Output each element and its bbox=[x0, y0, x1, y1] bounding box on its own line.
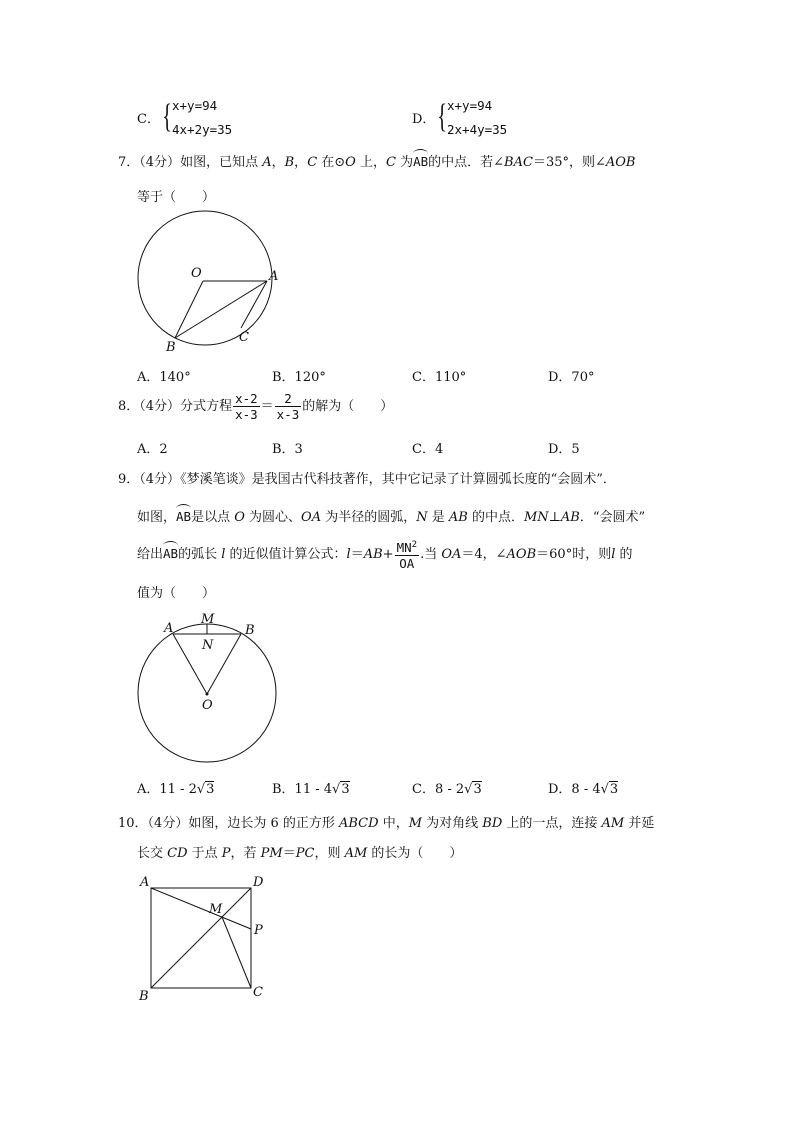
text: ＝35°，则∠ bbox=[532, 155, 606, 170]
q8-option-b[interactable]: B．3 bbox=[272, 442, 303, 457]
segment-pm: PM bbox=[260, 846, 283, 861]
option-label: D． bbox=[412, 112, 436, 127]
question-number: 7． bbox=[118, 155, 140, 170]
equals: ＝ bbox=[260, 399, 274, 414]
sqrt-icon: √ bbox=[196, 782, 206, 797]
var-l: l bbox=[346, 547, 351, 563]
q10-stem-line1 bbox=[118, 812, 654, 831]
fraction-right bbox=[275, 391, 302, 422]
q8-stem bbox=[118, 391, 393, 422]
q9-stem-line1 bbox=[118, 468, 616, 487]
segment-ab: AB bbox=[363, 547, 383, 563]
denominator: OA bbox=[399, 556, 415, 572]
sqrt-icon: √ bbox=[464, 782, 473, 797]
text: 的中点． bbox=[467, 510, 524, 525]
segment-pc: PC bbox=[295, 846, 315, 861]
text: ＝ bbox=[282, 846, 296, 861]
text: ＝ bbox=[350, 547, 364, 563]
text: 长交 bbox=[137, 846, 168, 861]
q9-option-d[interactable] bbox=[548, 778, 618, 797]
text: 为半径的圆弧， bbox=[321, 510, 417, 525]
label-n: N bbox=[202, 638, 214, 653]
label-o: O bbox=[202, 698, 213, 713]
text: 《梦溪笔谈》是我国古代科技著作，其中它记录了计算圆弧长度的“会圆术”． bbox=[180, 472, 616, 487]
text: ，则 bbox=[314, 846, 345, 861]
label-a: A bbox=[140, 875, 150, 890]
q8-option-d[interactable]: D．5 bbox=[548, 442, 580, 457]
point-a: A bbox=[262, 155, 272, 170]
text: ＝4，∠ bbox=[461, 547, 507, 563]
text: ， bbox=[271, 155, 285, 170]
q9-stem-line4: 值为（ ） bbox=[137, 586, 216, 601]
point-o bbox=[206, 693, 209, 696]
option-text: B．11 - 4 bbox=[272, 782, 333, 797]
label-c: C bbox=[253, 985, 263, 1000]
score: （4分） bbox=[139, 155, 181, 170]
text: ＝60°时，则 bbox=[536, 547, 612, 563]
sqrt-icon: √ bbox=[332, 782, 341, 797]
label-o: O bbox=[191, 266, 202, 281]
q9-option-c[interactable] bbox=[412, 778, 482, 797]
q9-stem-line2 bbox=[137, 506, 645, 525]
text: 的 bbox=[615, 547, 633, 563]
q7-stem-line2: 等于（ ） bbox=[137, 190, 216, 205]
label-a: A bbox=[164, 621, 174, 636]
point-p: P bbox=[221, 846, 231, 861]
text: ．“会圆术” bbox=[579, 510, 646, 525]
q7-option-d[interactable]: D．70° bbox=[548, 370, 595, 385]
angle-aob: AOB bbox=[506, 547, 537, 563]
q10-figure-square bbox=[135, 872, 275, 1012]
text: 于点 bbox=[187, 846, 222, 861]
label-b: B bbox=[245, 623, 255, 638]
q7-figure-circle bbox=[135, 208, 279, 355]
label-m: M bbox=[209, 902, 223, 917]
text: 的长为（ ） bbox=[367, 846, 463, 861]
angle-aob: AOB bbox=[605, 155, 636, 170]
text: 为 bbox=[395, 155, 414, 170]
square-abcd: ABCD bbox=[339, 816, 379, 831]
q10-stem-line2 bbox=[137, 842, 462, 861]
text: 上的一点，连接 bbox=[502, 816, 602, 831]
score: （4分） bbox=[139, 472, 181, 487]
text: 并延 bbox=[624, 816, 655, 831]
q9-option-b[interactable] bbox=[272, 778, 350, 797]
radicand: 3 bbox=[609, 782, 619, 797]
arc-ab: AB bbox=[413, 154, 429, 169]
text: 为对角线 bbox=[422, 816, 483, 831]
q7-stem-line1 bbox=[118, 151, 635, 170]
q8-option-c[interactable]: C．4 bbox=[412, 442, 444, 457]
mn: MN bbox=[396, 540, 412, 556]
text: 如图，边长为 6 的正方形 bbox=[188, 816, 339, 831]
point-c: C bbox=[307, 155, 318, 170]
numerator: x-2 bbox=[235, 391, 258, 406]
q7-option-c[interactable]: C．110° bbox=[412, 370, 467, 385]
question-number: 8． bbox=[118, 399, 140, 414]
q9-stem-line3 bbox=[137, 538, 633, 571]
text: 中， bbox=[378, 816, 409, 831]
var-l: l bbox=[221, 547, 226, 563]
option-label: C． bbox=[137, 112, 160, 127]
exponent: 2 bbox=[411, 540, 418, 550]
text: 如图， bbox=[137, 510, 177, 525]
segment-am: AM bbox=[601, 816, 625, 831]
text: 为圆心、 bbox=[244, 510, 302, 525]
point-m: M bbox=[408, 816, 423, 831]
segment-ac bbox=[241, 281, 267, 328]
point-o: O bbox=[345, 155, 356, 170]
label-c: C bbox=[239, 330, 249, 345]
diagonal-bd bbox=[151, 888, 251, 988]
radicand: 3 bbox=[473, 782, 482, 797]
segment-am: AM bbox=[344, 846, 368, 861]
arc-ab: AB bbox=[176, 509, 192, 524]
q7-option-b[interactable]: B．120° bbox=[272, 370, 326, 385]
point-c: C bbox=[385, 155, 396, 170]
score: （4分） bbox=[139, 399, 181, 414]
text: 分式方程 bbox=[180, 399, 233, 414]
fraction-left bbox=[233, 391, 260, 422]
segment-oa: OA bbox=[301, 510, 322, 525]
var-l: l bbox=[611, 547, 616, 563]
equation-2: 4x+2y=35 bbox=[172, 122, 233, 137]
q8-option-a[interactable]: A．2 bbox=[137, 442, 168, 457]
score: （4分） bbox=[147, 816, 189, 831]
radicand: 3 bbox=[206, 782, 215, 797]
point-o: O bbox=[234, 510, 245, 525]
text: .当 bbox=[420, 547, 442, 563]
text: ⊥ bbox=[548, 510, 561, 525]
brace: { bbox=[162, 98, 173, 135]
label-m: M bbox=[201, 612, 215, 627]
option-text: D．8 - 4 bbox=[548, 782, 601, 797]
text: 的中点．若∠ bbox=[428, 155, 505, 170]
text: 的弧长 bbox=[178, 547, 222, 563]
question-number: 10． bbox=[118, 816, 148, 831]
segment-ab: AB bbox=[448, 510, 468, 525]
q7-option-a[interactable]: A．140° bbox=[137, 370, 191, 385]
label-b: B bbox=[139, 989, 149, 1004]
arc-ab: AB bbox=[163, 546, 179, 562]
question-number: 9． bbox=[118, 472, 140, 487]
label-p: P bbox=[254, 923, 263, 938]
label-b: B bbox=[166, 340, 176, 355]
brace: { bbox=[437, 98, 448, 135]
text: ，若 bbox=[230, 846, 261, 861]
label-d: D bbox=[253, 875, 264, 890]
numerator bbox=[395, 538, 419, 556]
angle-bac: BAC bbox=[504, 155, 533, 170]
text: 是以点 bbox=[191, 510, 235, 525]
equation-1: x+y=94 bbox=[172, 98, 218, 113]
segment-oa: OA bbox=[441, 547, 462, 563]
denominator: x-3 bbox=[276, 407, 300, 422]
segment-ab: AB bbox=[560, 510, 580, 525]
label-a: A bbox=[269, 269, 279, 284]
segment-cd: CD bbox=[167, 846, 188, 861]
text: 是 bbox=[427, 510, 449, 525]
q9-figure-circle bbox=[135, 610, 285, 770]
radicand: 3 bbox=[341, 782, 350, 797]
fraction-mn2-oa bbox=[395, 538, 419, 571]
point-n: N bbox=[416, 510, 428, 525]
text: 如图，已知点 bbox=[180, 155, 263, 170]
equation-1: x+y=94 bbox=[447, 98, 493, 113]
equation-2: 2x+4y=35 bbox=[447, 122, 508, 137]
segment-ap bbox=[151, 888, 251, 929]
text: 上， bbox=[355, 155, 386, 170]
circle bbox=[138, 211, 272, 345]
text: + bbox=[382, 547, 394, 563]
q9-option-a[interactable] bbox=[137, 778, 214, 797]
option-text: C．8 - 2 bbox=[412, 782, 465, 797]
segment-mn: MN bbox=[523, 510, 549, 525]
numerator: 2 bbox=[275, 391, 302, 407]
option-text: A．11 - 2 bbox=[137, 782, 197, 797]
text: 在⊙ bbox=[317, 155, 346, 170]
segment-bd: BD bbox=[482, 816, 503, 831]
text: 给出 bbox=[137, 547, 164, 563]
denominator: x-3 bbox=[235, 407, 258, 422]
sqrt-icon: √ bbox=[600, 782, 609, 797]
point-b: B bbox=[284, 155, 295, 170]
text: 的近似值计算公式： bbox=[225, 547, 347, 563]
text: 的解为（ ） bbox=[302, 399, 394, 414]
text: ， bbox=[294, 155, 308, 170]
